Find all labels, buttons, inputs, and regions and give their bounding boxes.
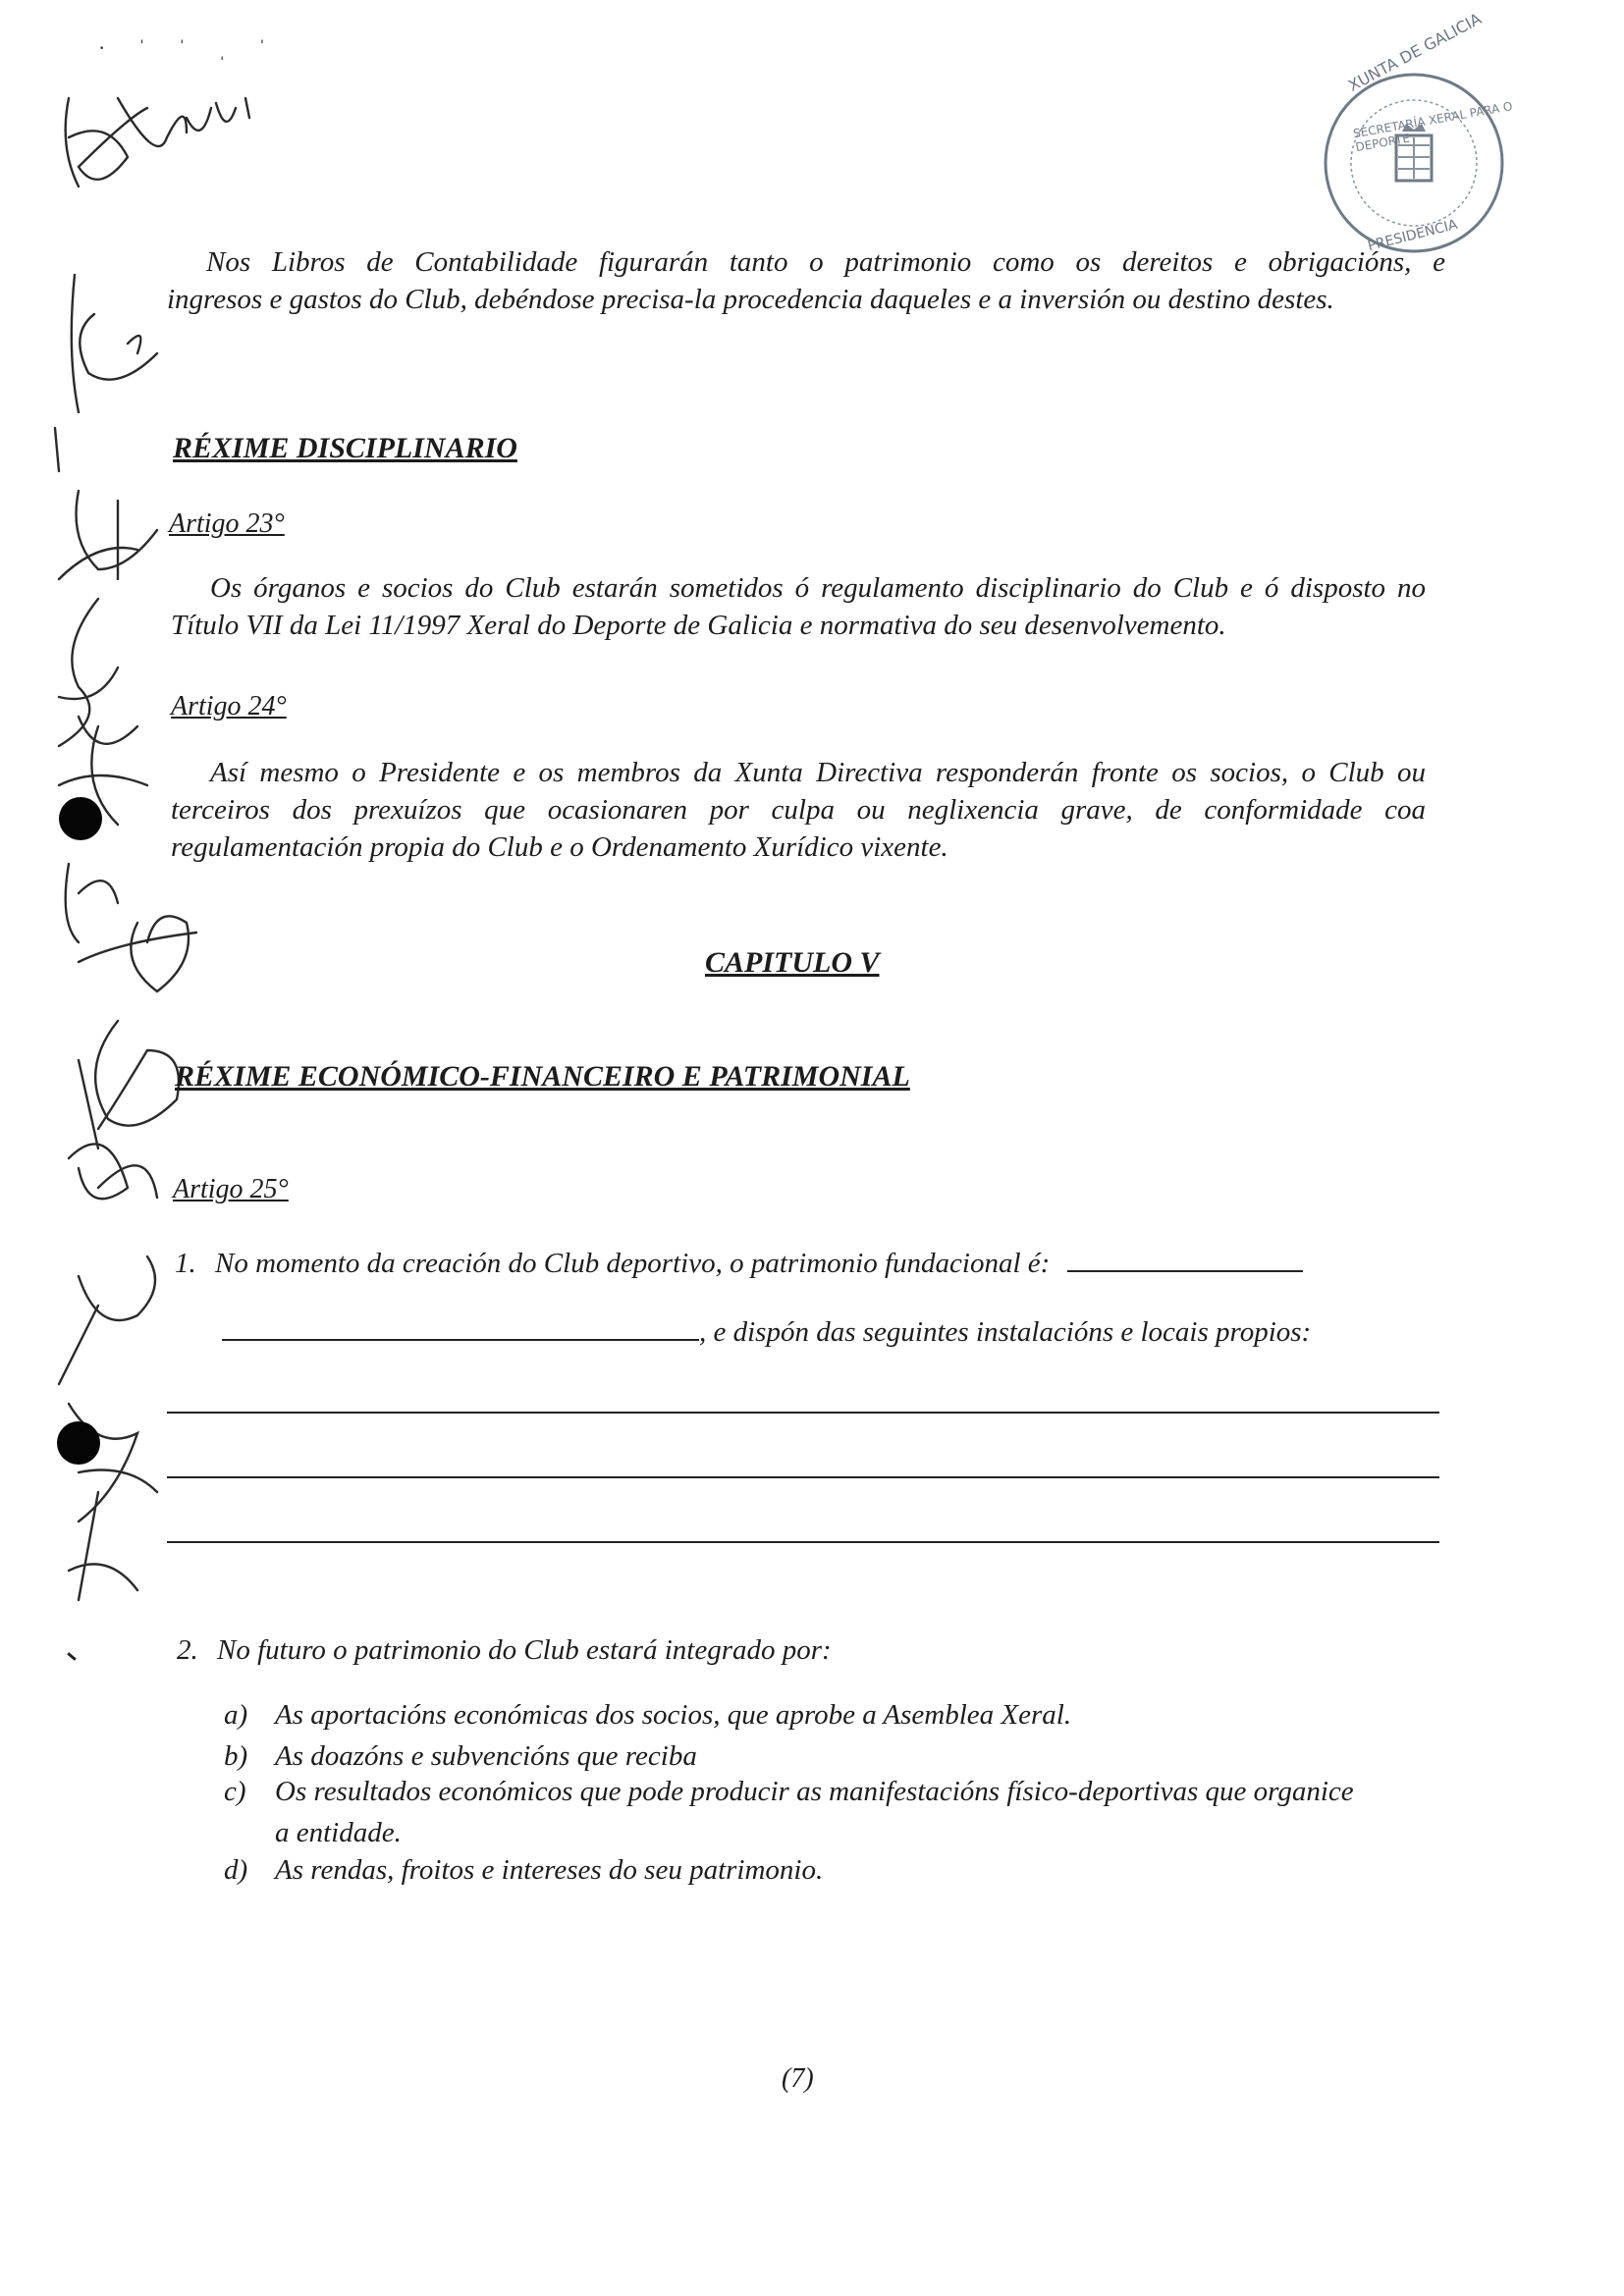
artigo-23-line-1: Os órganos e socios do Club estarán sometidos ó regulamento disciplinario do Club e ó disposto no [210, 572, 1426, 604]
item-1-text: No momento da creación do Club deportivo, o patrimonio fundacional é: [215, 1248, 1051, 1279]
instalacions-blank-line-1[interactable] [167, 1412, 1439, 1414]
intro-line-2: ingresos e gastos do Club, debéndose precisa-la procedencia daqueles e a inversión ou destino destes. [167, 284, 1334, 315]
artigo-25-item-1-continuation [222, 1313, 1311, 1351]
stamp-outer-text: XUNTA DE GALICIA [1345, 9, 1485, 95]
subitem-c-marker: c) [224, 1776, 246, 1807]
subitem-b-text: As doazóns e subvencións que reciba [275, 1740, 697, 1772]
punch-hole-top [59, 797, 102, 840]
artigo-23-label: Artigo 23° [169, 508, 285, 539]
item-2-subitem-c-continuation: a entidade. [275, 1817, 402, 1848]
intro-line-1: Nos Libros de Contabilidade figurarán tanto o patrimonio como os dereitos e obrigacións, e [206, 246, 1445, 278]
artigo-25-item-2 [177, 1631, 832, 1669]
stamp-bottom-text: PRESIDENCIA [1366, 216, 1460, 255]
artigo-23-text [171, 569, 1426, 644]
subitem-d-text: As rendas, froitos e intereses do seu patrimonio. [275, 1854, 824, 1886]
item-1-continuation-text: , e dispón das seguintes instalacións e locais propios: [699, 1316, 1312, 1348]
stamp-inner-text: SECRETARÍA XERAL PARA O DEPORTE [1352, 99, 1514, 155]
instalacions-blank-line-3[interactable] [167, 1541, 1439, 1543]
subitem-a-text: As aportacións económicas dos socios, que aprobe a Asemblea Xeral. [275, 1699, 1072, 1731]
chapter-heading: RÉXIME ECONÓMICO-FINANCEIRO E PATRIMONIAL [175, 1060, 910, 1093]
scan-specks: · ˈ ˈ ˌ ˈ [98, 35, 280, 60]
item-2-subitem-b [224, 1737, 697, 1775]
patrimonio-fundacional-blank-2[interactable] [222, 1339, 699, 1341]
artigo-24-label: Artigo 24° [171, 691, 287, 721]
item-1-marker: 1. [175, 1248, 196, 1279]
intro-paragraph [167, 243, 1445, 318]
artigo-23-line-2: Título VII da Lei 11/1997 Xeral do Deporte de Galicia e normativa do seu desenvolvemento. [171, 610, 1226, 641]
item-2-marker: 2. [177, 1634, 198, 1666]
artigo-24-line-1: Así mesmo o Presidente e os membros da Xunta Directiva responderán fronte os socios, o Club ou [210, 757, 1426, 788]
subitem-a-marker: a) [224, 1699, 248, 1731]
artigo-24-line-2: terceiros dos prexuízos que ocasionaren por culpa ou neglixencia grave, de conformidade coa [171, 794, 1426, 826]
subitem-c-text: Os resultados económicos que pode producir as manifestacións físico-deportivas que organice [275, 1776, 1354, 1807]
patrimonio-fundacional-blank[interactable] [1067, 1270, 1303, 1272]
artigo-24-line-3: regulamentación propia do Club e o Ordenamento Xurídico vixente. [171, 831, 948, 863]
item-2-subitem-c [224, 1773, 1354, 1810]
chapter-title: CAPITULO V [705, 946, 880, 979]
subitem-d-marker: d) [224, 1854, 248, 1886]
item-2-subitem-d [224, 1851, 823, 1889]
artigo-25-label: Artigo 25° [173, 1174, 289, 1204]
subitem-b-marker: b) [224, 1740, 248, 1772]
item-2-text: No futuro o patrimonio do Club estará integrado por: [217, 1634, 832, 1666]
section-heading-disciplinario: RÉXIME DISCIPLINARIO [173, 432, 517, 464]
instalacions-blank-line-2[interactable] [167, 1476, 1439, 1478]
artigo-24-text [171, 754, 1426, 866]
item-2-subitem-a [224, 1696, 1071, 1734]
punch-hole-bottom [57, 1421, 100, 1465]
artigo-25-item-1 [175, 1245, 1451, 1282]
page-number: (7) [782, 2063, 814, 2094]
